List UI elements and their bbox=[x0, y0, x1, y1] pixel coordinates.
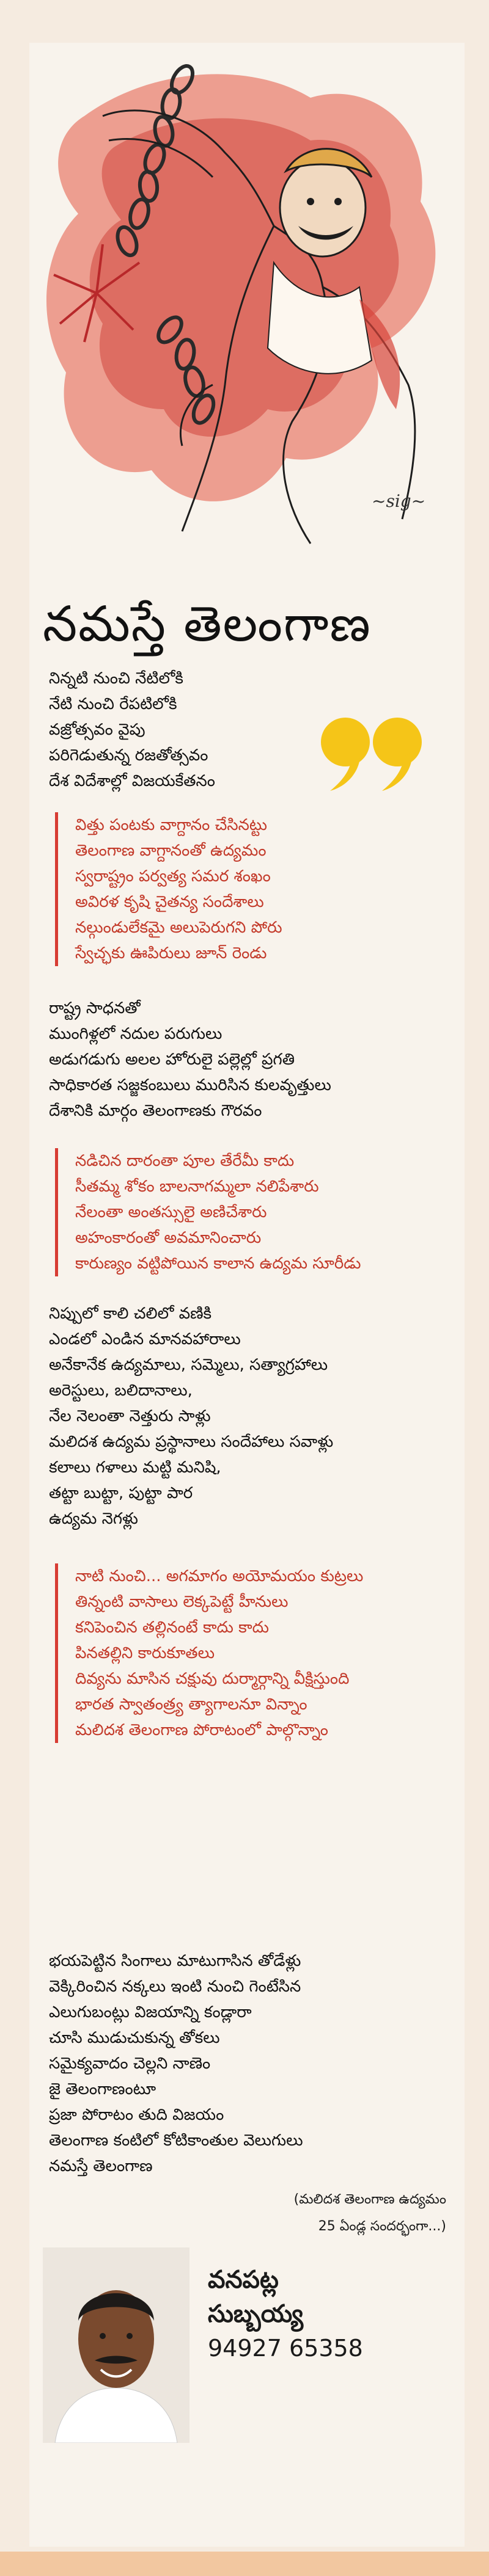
poem-line: ఉద్యమ నెగళ్లు bbox=[49, 1510, 138, 1528]
poem-line: నిన్నటి నుంచి నేటిలోకి bbox=[49, 669, 183, 688]
poem-line: అరెస్టులు, బలిదానాలు, bbox=[49, 1381, 193, 1400]
poem-line: అడుగడుగు అలల హోరులై పల్లెల్లో ప్రగతి bbox=[49, 1050, 295, 1069]
stanza-5 bbox=[49, 1301, 333, 1532]
author-phone: 94927 65358 bbox=[208, 2335, 363, 2362]
poem-line: సీతమ్మ శోకం బాలనాగమ్మలా నలిపేశారు bbox=[75, 1177, 319, 1196]
svg-text:~sig~: ~sig~ bbox=[372, 491, 426, 511]
poem-line: తట్టా బుట్టా, పుట్టా పార bbox=[49, 1484, 193, 1502]
stanza-1 bbox=[49, 666, 215, 794]
poem-line: స్వరాష్ట్రం పర్వత్య సమర శంఖం bbox=[75, 867, 271, 886]
poem-line: అవిరళ కృషి చైతన్య సందేశాలు bbox=[75, 893, 264, 911]
poem-line: సాధికారత సజ్జకంబులు మురిసిన కులవృత్తులు bbox=[49, 1076, 331, 1094]
poem-line: తిన్నంటి వాసాలు లెక్కపెట్టే హీనులు bbox=[75, 1593, 289, 1611]
poem-line: మలిదశ ఉద్యమ ప్రస్థానాలు సందేహాలు సవాళ్లు bbox=[49, 1433, 334, 1451]
poem-line: నాటి నుంచి... అగమాగం అయోమయం కుట్రలు bbox=[75, 1567, 364, 1585]
article-title: నమస్తే తెలంగాణ bbox=[43, 595, 372, 652]
author-name-line2: సుబ్బయ్య bbox=[208, 2300, 304, 2328]
stanza-3 bbox=[49, 995, 331, 1124]
note-line: (మలిదశ తెలంగాణ ఉద్యమం bbox=[293, 2192, 446, 2207]
author-info bbox=[208, 2263, 363, 2365]
poem-line: మలిదశ తెలంగాణ పోరాటంలో పాల్గొన్నాం bbox=[75, 1721, 328, 1739]
occasion-note bbox=[294, 2186, 446, 2240]
poem-line: కారుణ్యం వట్టిపోయిన కాలాన ఉద్యమ సూరీడు bbox=[75, 1254, 361, 1273]
poem-line: కలాలు గళాలు మట్టి మనిషి, bbox=[49, 1458, 221, 1477]
poem-line: భారత స్వాతంత్ర్య త్యాగాలనూ విన్నాం bbox=[75, 1695, 307, 1714]
poem-line: ఎలుగుబంట్లు విజయాన్ని కండ్లారా bbox=[49, 2003, 252, 2021]
poem-line: నమస్తే తెలంగాణ bbox=[49, 2157, 153, 2175]
poem-line: పినతల్లిని కారుకూతలు bbox=[75, 1644, 215, 1662]
poem-line: నేటి నుంచి రేపటిలోకి bbox=[49, 695, 177, 713]
next-article-strip bbox=[0, 2552, 489, 2576]
poem-line: భయపెట్టిన సింగాలు మాటుగాసిన తోడేళ్లు bbox=[49, 1952, 301, 1970]
poem-line: నేల నెలంతా నెత్తురు సాళ్లు bbox=[49, 1407, 211, 1425]
header-illustration bbox=[29, 43, 465, 592]
poem-line: స్వేచ్ఛకు ఊపిరులు జూన్ రెండు bbox=[75, 944, 267, 962]
stanza-6-highlight bbox=[55, 1563, 363, 1743]
poem-line: జై తెలంగాణంటూ bbox=[49, 2080, 156, 2098]
poem-line: దివ్యను మాసిన చక్షువు దుర్మార్గాన్ని వీక్షిస్తుంది bbox=[75, 1670, 350, 1688]
poem-line: తెలంగాణ వాగ్దానంతో ఉద్యమం bbox=[75, 842, 267, 860]
stanza-2-highlight bbox=[55, 812, 282, 966]
note-line: 25 ఏండ్ల సందర్భంగా...) bbox=[318, 2219, 446, 2234]
author-photo bbox=[43, 2247, 189, 2443]
poem-line: అహంకారంతో అవమానించారు bbox=[75, 1229, 262, 1247]
stanza-7 bbox=[49, 1948, 303, 2179]
poem-line: నల్గుండులేకమై అలుపెరుగని పోరు bbox=[75, 919, 282, 937]
poem-line: రాష్ట్ర సాధనతో bbox=[49, 999, 141, 1017]
stanza-4-highlight bbox=[55, 1148, 361, 1276]
poem-line: నిప్పులో కాలి చలిలో వణికి bbox=[49, 1304, 212, 1323]
poem-line: ప్రజా పోరాటం తుది విజయం bbox=[49, 2106, 224, 2124]
poem-line: వజ్రోత్సవం వైపు bbox=[49, 721, 145, 739]
poem-line: నేలంతా అంతస్సులై అణిచేశారు bbox=[75, 1203, 267, 1221]
poem-line: సమైక్యవాదం చెల్లని నాణెం bbox=[49, 2054, 211, 2073]
author-name-line1: వనపట్ల bbox=[208, 2266, 279, 2294]
poem-line: తెలంగాణ కంటిలో కోటికాంతుల వెలుగులు bbox=[49, 2131, 303, 2150]
quote-marks-icon bbox=[318, 708, 428, 794]
poem-line: ముంగిళ్లలో నదుల పరుగులు bbox=[49, 1025, 222, 1043]
poem-line: వెక్కిరించిన నక్కలు ఇంటి నుంచి గెంటేసిన bbox=[49, 1977, 301, 1996]
poem-line: కనిపెంచిన తల్లినంటే కాదు కాదు bbox=[75, 1618, 270, 1637]
poem-line: చూసి ముడుచుకున్న తోకలు bbox=[49, 2029, 220, 2047]
poem-line: అనేకానేక ఉద్యమాలు, సమ్మెలు, సత్యాగ్రహాలు bbox=[49, 1356, 328, 1374]
poem-line: ఎండలో ఎండిన మానవహారాలు bbox=[49, 1330, 241, 1348]
poem-line: నడిచిన దారంతా పూల తేరేమీ కాదు bbox=[75, 1152, 295, 1170]
poem-line: దేశానికి మార్గం తెలంగాణకు గౌరవం bbox=[49, 1102, 262, 1120]
poem-line: పరిగెడుతున్న రజతోత్సవం bbox=[49, 746, 208, 765]
poem-line: విత్తు పంటకు వాగ్దానం చేసినట్టు bbox=[75, 816, 267, 834]
poem-line: దేశ విదేశాల్లో విజయకేతనం bbox=[49, 772, 215, 790]
